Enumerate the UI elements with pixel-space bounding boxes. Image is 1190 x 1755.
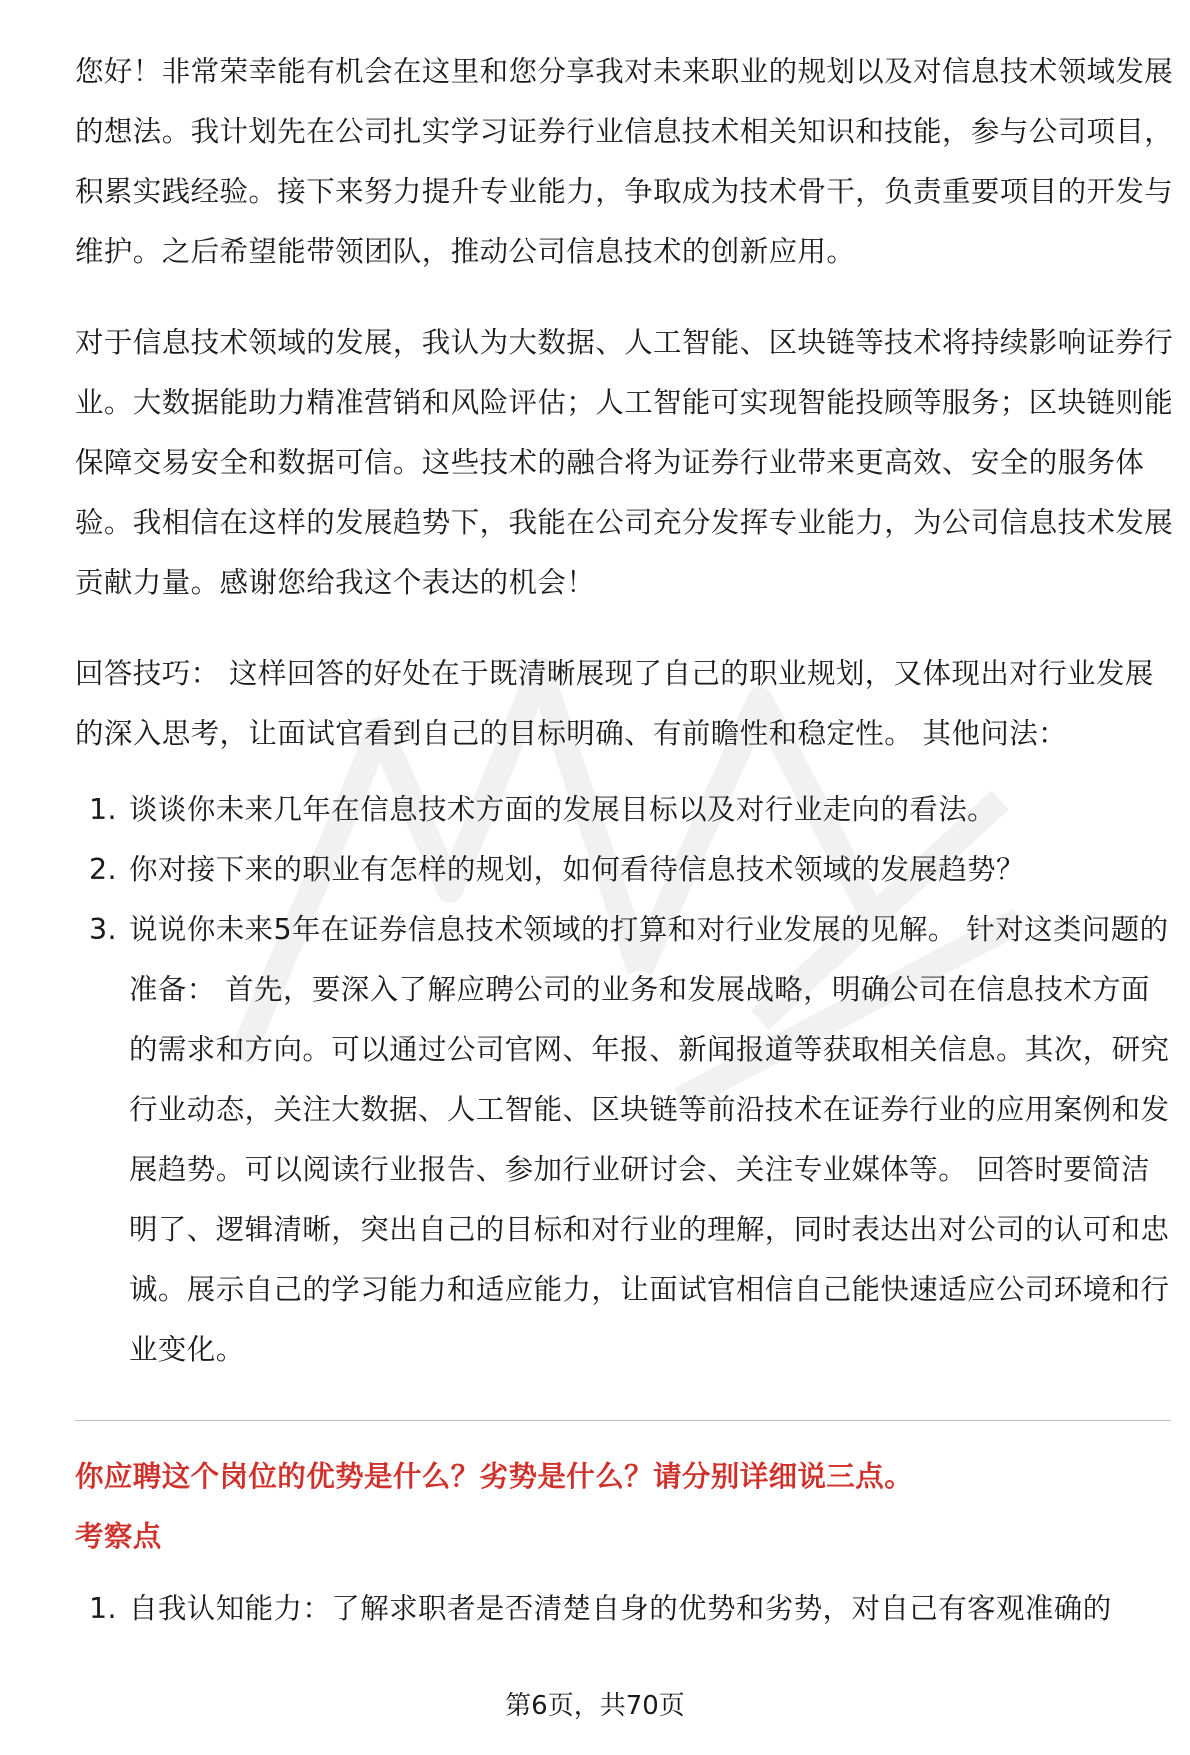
assessment-points-list [75,1579,1175,1639]
question-heading: 你应聘这个岗位的优势是什么？劣势是什么？请分别详细说三点。 [75,1460,914,1493]
answer-paragraph-1: 您好！非常荣幸能有机会在这里和您分享我对未来职业的规划以及对信息技术领域发展的想法。我计划先在公司扎实学习证券行业信息技术相关知识和技能，参与公司项目，积累实践经验。接下来努力提升专业能力，争取成为技术骨干，负责重要项目的开发与维护。之后希望能带领团队，推动公司信息技术的创新应用。 [75,55,1174,268]
list-item [75,780,1175,840]
list-item [75,1579,1175,1639]
list-item [75,900,1175,1380]
answer-paragraph-2: 对于信息技术领域的发展，我认为大数据、人工智能、区块链等技术将持续影响证券行业。大数据能助力精准营销和风险评估；人工智能可实现智能投顾等服务；区块链则能保障交易安全和数据可信。这些技术的融合将为证券行业带来更高效、安全的服务体验。我相信在这样的发展趋势下，我能在公司充分发挥专业能力，为公司信息技术发展贡献力量。感谢您给我这个表达的机会！ [75,326,1174,599]
page-number-footer: 第6页，共70页 [505,1691,685,1721]
list-item-number: 2. [89,853,117,886]
list-item-text: 你对接下来的职业有怎样的规划，如何看待信息技术领域的发展趋势？ [129,853,1025,886]
list-item-text: 谈谈你未来几年在信息技术方面的发展目标以及对行业走向的看法。 [129,793,997,826]
list-item-number: 3. [89,913,117,946]
list-item-text: 说说你未来5年在证券信息技术领域的打算和对行业发展的见解。 针对这类问题的准备： 首先，要深入了解应聘公司的业务和发展战略，明确公司在信息技术方面的需求和方向。可以通过公司官网、年报、新闻报道等获取相关信息。其次，研究行业动态，关注大数据、人工智能、区块链等前沿技术在证券行业的应用案例和发展趋势。可以阅读行业报告、参加行业研讨会、关注专业媒体等。 回答时要简洁明了、逻辑清晰，突出自己的目标和对行业的理解，同时表达出对公司的认可和忠诚。展示自己的学习能力和适应能力，让面试官相信自己能快速适应公司环境和行业变化。 [129,913,1170,1366]
document-body [75,42,1175,1639]
section-label: 考察点 [75,1520,162,1553]
list-item-number: 1. [89,1592,117,1625]
answer-tips-paragraph: 回答技巧： 这样回答的好处在于既清晰展现了自己的职业规划，又体现出对行业发展的深入思考，让面试官看到自己的目标明确、有前瞻性和稳定性。 其他问法： [75,657,1154,750]
section-divider [75,1420,1171,1421]
list-item-number: 1. [89,793,117,826]
list-item-text: 自我认知能力：了解求职者是否清楚自身的优势和劣势，对自己有客观准确的 [129,1592,1112,1625]
other-questions-list [75,780,1175,1380]
list-item [75,840,1175,900]
